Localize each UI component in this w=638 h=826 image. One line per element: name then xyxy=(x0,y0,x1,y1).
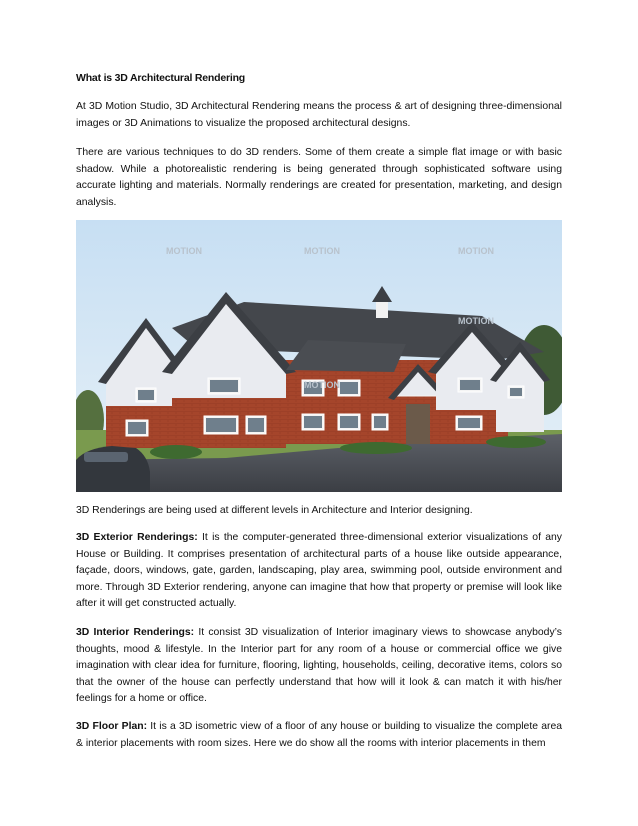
interior-text: It consist 3D visualization of Interior imaginary views to showcase anybody’s thoughts, mood & lifestyle. In the Interior part for any room of a house or commercial office we give imagination with clear idea for furniture, flooring, lighting, households, ceiling, decorative items, colors so that the owner of the house can perfectly understand that how will it look & can match it with his/her feelings for a home or office. xyxy=(76,627,562,704)
watermark-5: MOTION xyxy=(304,380,340,390)
floor-plan-title: 3D Floor Plan: xyxy=(76,721,148,732)
floor-plan-text: It is a 3D isometric view of a floor of any house or building to visualize the complete area & interior placements with room sizes. Here we do show all the rooms with interior placements in them xyxy=(76,721,563,749)
exterior-paragraph xyxy=(76,530,562,613)
intro-paragraph: At 3D Motion Studio, 3D Architectural Rendering means the process & art of designing three-dimensional images or 3D Animations to visualize the proposed architectural designs. xyxy=(76,101,562,129)
floor-plan-paragraph xyxy=(76,719,562,752)
interior-title: 3D Interior Renderings: xyxy=(76,627,195,638)
watermark-3: MOTION xyxy=(458,246,494,256)
watermark-4: MOTION xyxy=(458,316,494,326)
watermark-1: MOTION xyxy=(166,246,202,256)
techniques-paragraph: There are various techniques to do 3D renders. Some of them create a simple flat image or with basic shadow. While a photorealistic rendering is being generated through sophisticated software using accurate lighting and materials. Normally renderings are created for presentation, marketing, and design analysis. xyxy=(76,147,562,208)
exterior-text: It is the computer-generated three-dimensional exterior visualizations of any House or Building. It comprises presentation of architectural parts of a house like outside appearance, façade, doors, windows, gate, garden, landscaping, play area, swimming pool, outside environment and more. Through 3D Exterior rendering, anyone can imagine that how that property or premise will look like after it will get constructed actually. xyxy=(76,532,562,609)
section-heading: What is 3D Architectural Rendering xyxy=(76,72,246,84)
watermark-2: MOTION xyxy=(304,246,340,256)
interior-paragraph xyxy=(76,625,562,708)
levels-paragraph: 3D Renderings are being used at different levels in Architecture and Interior designing. xyxy=(76,505,473,516)
building-render-image xyxy=(76,220,562,492)
exterior-title: 3D Exterior Renderings: xyxy=(76,532,198,543)
parked-car xyxy=(76,446,150,492)
